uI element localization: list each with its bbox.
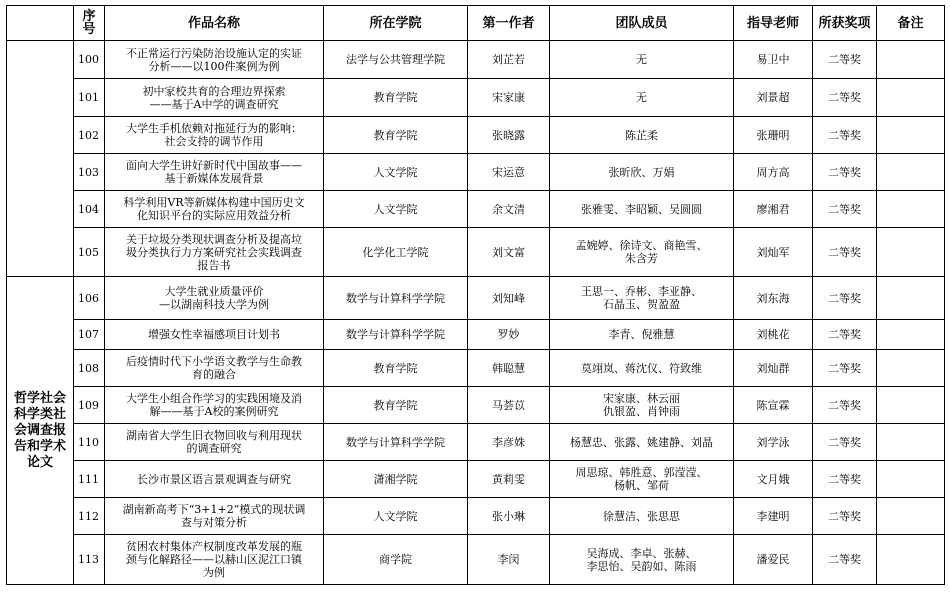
award-level — [813, 154, 877, 191]
award-level — [813, 320, 877, 350]
team-members — [550, 498, 734, 535]
first-author-text: 刘知峰 — [492, 291, 525, 305]
table-row — [7, 277, 945, 320]
team-members-text: 无 — [636, 91, 647, 104]
award-level — [813, 41, 877, 79]
advisor-name-text: 刘学泳 — [756, 435, 790, 449]
work-title-text: 贫困农村集体产权制度改革发展的瓶 颈与化解路径——以赫山区泥江口镇 为例 — [126, 540, 302, 579]
college-name — [324, 79, 468, 117]
work-title — [105, 191, 324, 228]
award-level-text: 二等奖 — [828, 553, 861, 566]
advisor-name — [734, 154, 813, 191]
first-author-text: 刘文富 — [492, 245, 525, 259]
team-header: 团队成员 — [550, 6, 734, 41]
row-number — [74, 498, 105, 535]
work-title-text: 大学生小组合作学习的实践困境及消 解——基于A校的案例研究 — [126, 392, 302, 418]
awards-table — [6, 5, 945, 585]
college-name — [324, 461, 468, 498]
row-number — [74, 461, 105, 498]
first-author — [468, 350, 550, 387]
college-name — [324, 320, 468, 350]
category-cell-blank — [7, 41, 74, 277]
college-name-text: 教育学院 — [373, 398, 418, 412]
work-title — [105, 117, 324, 154]
award-level-text: 二等奖 — [828, 328, 861, 341]
award-level — [813, 387, 877, 424]
remark-cell — [877, 79, 945, 117]
college-name-text: 人文学院 — [373, 165, 418, 179]
table-row — [7, 320, 945, 350]
first-author — [468, 320, 550, 350]
remark-cell — [877, 461, 945, 498]
header-row — [7, 6, 945, 41]
award-level — [813, 498, 877, 535]
category-header — [7, 6, 74, 41]
advisor-name — [734, 461, 813, 498]
advisor-name — [734, 387, 813, 424]
row-number-text: 110 — [78, 435, 99, 449]
team-members — [550, 228, 734, 277]
team-members-text: 莫翊岚、蒋沈仪、符致维 — [581, 361, 702, 375]
table-body — [7, 41, 945, 585]
award-level-text: 二等奖 — [828, 435, 861, 449]
award-level — [813, 535, 877, 585]
work-title — [105, 320, 324, 350]
work-title-text: 后疫情时代下小学语文教学与生命教 育的融合 — [126, 355, 302, 381]
first-author-text: 余文清 — [492, 202, 525, 216]
advisor-name-text: 潘爱民 — [756, 553, 790, 566]
award-level — [813, 350, 877, 387]
work-title-text: 关于垃圾分类现状调查分析及提高垃 圾分类执行力方案研究社会实践调查 报告书 — [126, 232, 302, 272]
award-level-text: 二等奖 — [828, 398, 861, 412]
team-members — [550, 154, 734, 191]
advisor-name — [734, 424, 813, 461]
work-title-text: 湖南省大学生旧衣物回收与利用现状 的调查研究 — [126, 429, 302, 455]
work-title — [105, 79, 324, 117]
team-members — [550, 277, 734, 320]
advisor-name — [734, 350, 813, 387]
team-members — [550, 41, 734, 79]
team-members-text: 张雅雯、李昭颖、吴圆圆 — [581, 202, 702, 216]
work-title-text: 长沙市景区语言景观调查与研究 — [137, 472, 291, 486]
advisor-name — [734, 41, 813, 79]
work-title-text: 湖南新高考下“3+1+2”模式的现状调 查与对策分析 — [122, 503, 306, 529]
advisor-name-text: 张珊明 — [756, 128, 790, 142]
row-number — [74, 41, 105, 79]
award-header: 所获奖项 — [813, 6, 877, 41]
row-number-text: 107 — [78, 328, 99, 341]
work-title — [105, 387, 324, 424]
advisor-name — [734, 277, 813, 320]
college-name-text: 人文学院 — [373, 509, 418, 523]
remark-cell — [877, 277, 945, 320]
advisor-name-text: 刘灿群 — [756, 361, 790, 375]
first-author-text: 马荟苡 — [492, 398, 525, 412]
first-author-text: 宋运意 — [492, 165, 525, 179]
table-row — [7, 79, 945, 117]
first-author-text: 罗妙 — [497, 328, 520, 341]
first-author — [468, 498, 550, 535]
table-row — [7, 498, 945, 535]
college-name-text: 化学化工学院 — [362, 245, 429, 259]
advisor-name-text: 陈宣霖 — [756, 398, 790, 412]
row-number — [74, 424, 105, 461]
work-title-text: 大学生就业质量评价 —以湖南科技大学为例 — [159, 285, 269, 311]
row-number — [74, 191, 105, 228]
award-level-text: 二等奖 — [828, 202, 861, 216]
work-title — [105, 228, 324, 277]
college-name — [324, 117, 468, 154]
college-name-text: 教育学院 — [373, 128, 418, 142]
team-members — [550, 461, 734, 498]
advisor-name-text: 易卫中 — [756, 53, 790, 66]
row-number-text: 112 — [78, 509, 99, 523]
row-number-text: 108 — [78, 361, 99, 375]
award-level — [813, 79, 877, 117]
college-name-text: 商学院 — [379, 553, 412, 566]
advisor-name — [734, 535, 813, 585]
work-title — [105, 350, 324, 387]
remark-header: 备注 — [877, 6, 945, 41]
first-author-text: 李彦姝 — [492, 435, 525, 449]
remark-cell — [877, 350, 945, 387]
first-author — [468, 41, 550, 79]
award-level-text: 二等奖 — [828, 509, 861, 523]
award-level — [813, 228, 877, 277]
college-name — [324, 154, 468, 191]
team-members — [550, 535, 734, 585]
advisor-name — [734, 117, 813, 154]
remark-cell — [877, 498, 945, 535]
remark-cell — [877, 154, 945, 191]
advisor-name-text: 刘灿军 — [756, 245, 790, 259]
row-number-text: 106 — [78, 291, 99, 305]
first-author — [468, 79, 550, 117]
first-author — [468, 228, 550, 277]
award-level-text: 二等奖 — [828, 361, 861, 375]
num-header: 序号 — [74, 6, 105, 41]
advisor-name — [734, 320, 813, 350]
table-row — [7, 154, 945, 191]
team-members — [550, 387, 734, 424]
advisor-name — [734, 228, 813, 277]
team-members — [550, 320, 734, 350]
row-number-text: 102 — [78, 128, 99, 142]
first-author — [468, 117, 550, 154]
award-level — [813, 277, 877, 320]
table-row — [7, 424, 945, 461]
college-name-text: 人文学院 — [373, 202, 418, 216]
row-number-text: 109 — [78, 398, 99, 412]
work-title-text: 不正常运行污染防治设施认定的实证 分析——以100件案例为例 — [126, 46, 302, 73]
team-members-text: 无 — [636, 53, 647, 66]
team-members-text: 徐慧洁、张思思 — [603, 509, 680, 523]
remark-cell — [877, 320, 945, 350]
first-author-text: 张小琳 — [492, 509, 525, 523]
row-number-text: 105 — [78, 245, 99, 259]
row-number — [74, 117, 105, 154]
college-name — [324, 277, 468, 320]
remark-cell — [877, 191, 945, 228]
college-name-text: 潇湘学院 — [373, 472, 418, 486]
first-author — [468, 191, 550, 228]
award-level-text: 二等奖 — [828, 128, 861, 142]
college-name — [324, 424, 468, 461]
remark-cell — [877, 535, 945, 585]
table-row — [7, 461, 945, 498]
advisor-name — [734, 498, 813, 535]
college-name — [324, 41, 468, 79]
table-row — [7, 387, 945, 424]
work-title-text: 大学生手机依赖对拖延行为的影响： 社会支持的调节作用 — [126, 122, 302, 148]
team-members — [550, 350, 734, 387]
team-members-text: 陈芷柔 — [625, 128, 658, 142]
college-name-text: 教育学院 — [373, 91, 418, 104]
row-number-text: 111 — [78, 472, 99, 486]
team-members-text: 宋家康、林云丽 仇银盈、肖钟雨 — [603, 392, 680, 418]
team-members — [550, 117, 734, 154]
first-author — [468, 461, 550, 498]
team-members-text: 周思琼、韩胜意、郭滢滢、 杨帆、邹荷 — [575, 466, 708, 492]
row-number — [74, 535, 105, 585]
work-title-text: 增强女性幸福感项目计划书 — [148, 328, 280, 341]
first-author-text: 宋家康 — [492, 91, 525, 104]
row-number — [74, 228, 105, 277]
work-header: 作品名称 — [105, 6, 324, 41]
first-author-text: 韩聪慧 — [492, 361, 525, 375]
first-author-text: 黄莉雯 — [492, 472, 525, 486]
award-level-text: 二等奖 — [828, 291, 861, 305]
award-level-text: 二等奖 — [828, 91, 861, 104]
table-row — [7, 535, 945, 585]
row-number-text: 101 — [78, 91, 99, 104]
work-title-text: 面向大学生讲好新时代中国故事—— 基于新媒体发展背景 — [126, 159, 302, 185]
row-number — [74, 350, 105, 387]
college-name — [324, 535, 468, 585]
work-title — [105, 41, 324, 79]
row-number-text: 113 — [78, 553, 99, 566]
row-number — [74, 79, 105, 117]
advisor-name-text: 周方高 — [756, 165, 790, 179]
advisor-name-text: 刘景超 — [756, 91, 790, 104]
remark-cell — [877, 117, 945, 154]
remark-cell — [877, 387, 945, 424]
row-number — [74, 154, 105, 191]
category-label: 哲学社会科学类社会调查报告和学术论文 — [7, 277, 74, 585]
team-members-text: 孟婉婷、徐诗文、商艳雪、 朱含芳 — [575, 239, 708, 265]
work-title — [105, 461, 324, 498]
work-title-text: 科学利用VR等新媒体构建中国历史文 化知识平台的实际应用效益分析 — [123, 196, 305, 222]
college-name-text: 法学与公共管理学院 — [346, 53, 445, 66]
table-row — [7, 350, 945, 387]
award-level-text: 二等奖 — [828, 472, 861, 486]
table-row — [7, 117, 945, 154]
advisor-name-text: 文月娥 — [756, 472, 790, 486]
row-number — [74, 277, 105, 320]
team-members-text: 杨慧忠、张露、姚建静、刘晶 — [570, 435, 713, 449]
author-header: 第一作者 — [468, 6, 550, 41]
remark-cell — [877, 228, 945, 277]
table-row — [7, 228, 945, 277]
award-level-text: 二等奖 — [828, 245, 861, 259]
college-name — [324, 498, 468, 535]
work-title-text: 初中家校共育的合理边界探索 ——基于A中学的调查研究 — [142, 84, 286, 111]
remark-cell — [877, 424, 945, 461]
row-number-text: 100 — [78, 53, 99, 66]
first-author-text: 张晓露 — [492, 128, 525, 142]
first-author-text: 李闵 — [497, 553, 520, 566]
advisor-header: 指导老师 — [734, 6, 813, 41]
award-level-text: 二等奖 — [828, 165, 861, 179]
college-name — [324, 387, 468, 424]
advisor-name — [734, 79, 813, 117]
row-number — [74, 320, 105, 350]
college-name-text: 数学与计算科学学院 — [346, 435, 445, 449]
table-row — [7, 191, 945, 228]
college-name-text: 教育学院 — [373, 361, 418, 375]
first-author-text: 刘芷若 — [492, 53, 525, 66]
first-author — [468, 277, 550, 320]
advisor-name — [734, 191, 813, 228]
advisor-name-text: 刘东海 — [756, 291, 790, 305]
team-members — [550, 424, 734, 461]
work-title — [105, 277, 324, 320]
college-name — [324, 191, 468, 228]
team-members-text: 吴海成、李卓、张赫、 李思怡、吴韵如、陈雨 — [586, 546, 697, 573]
advisor-name-text: 刘桃花 — [756, 328, 790, 341]
first-author — [468, 154, 550, 191]
college-name-text: 数学与计算科学学院 — [346, 291, 445, 305]
team-members — [550, 191, 734, 228]
team-members-text: 张昕欣、万娟 — [608, 165, 675, 179]
team-members-text: 李青、倪雅慧 — [608, 328, 675, 341]
college-name-text: 数学与计算科学学院 — [346, 328, 445, 341]
team-members-text: 王思一、乔彬、李亚静、 石晶玉、贺盈盈 — [581, 285, 702, 311]
advisor-name-text: 廖湘君 — [756, 202, 790, 216]
award-level — [813, 461, 877, 498]
row-number — [74, 387, 105, 424]
work-title — [105, 154, 324, 191]
row-number-text: 104 — [78, 202, 99, 216]
award-level — [813, 424, 877, 461]
row-number-text: 103 — [78, 165, 99, 179]
first-author — [468, 535, 550, 585]
award-level — [813, 117, 877, 154]
college-name — [324, 228, 468, 277]
college-header: 所在学院 — [324, 6, 468, 41]
table-row — [7, 41, 945, 79]
first-author — [468, 424, 550, 461]
work-title — [105, 424, 324, 461]
remark-cell — [877, 41, 945, 79]
award-level — [813, 191, 877, 228]
college-name — [324, 350, 468, 387]
first-author — [468, 387, 550, 424]
award-level-text: 二等奖 — [828, 53, 861, 66]
advisor-name-text: 李建明 — [756, 509, 790, 523]
work-title — [105, 535, 324, 585]
work-title — [105, 498, 324, 535]
team-members — [550, 79, 734, 117]
